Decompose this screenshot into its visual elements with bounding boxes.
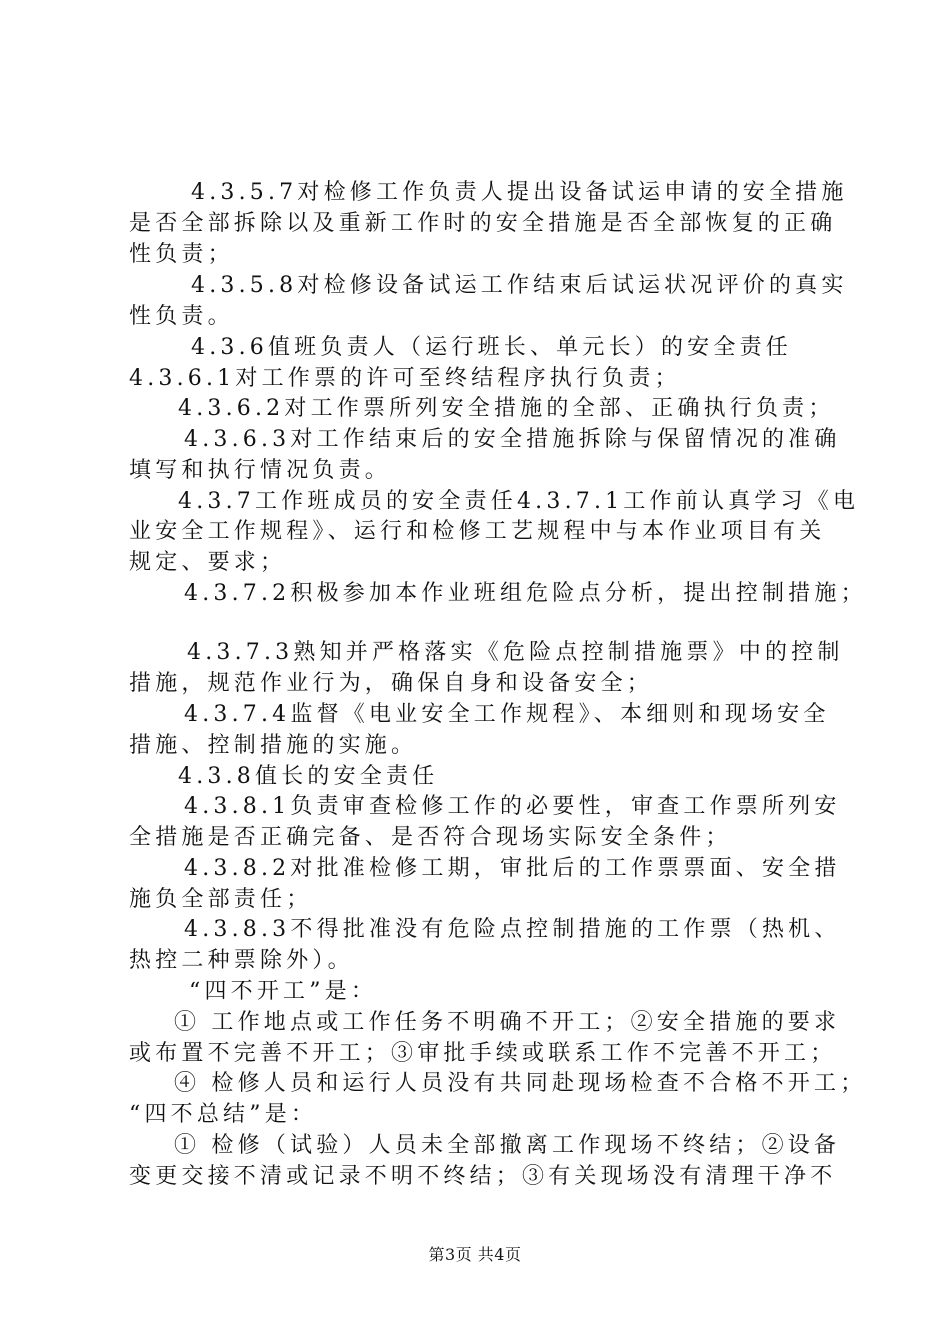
text-line: 性负责。 — [129, 304, 234, 329]
text-line: ④ 检修人员和运行人员没有共同赴现场检查不合格不开工； — [174, 1071, 867, 1096]
text-line: 4.3.8.1负责审查检修工作的必要性，审查工作票所列安 — [184, 794, 841, 819]
text-line: 规定、要求； — [129, 550, 287, 575]
text-line: 施负全部责任； — [129, 887, 313, 912]
text-line: 4.3.7.2积极参加本作业班组危险点分析，提出控制措施； — [184, 581, 867, 606]
text-line: 填写和执行情况负责。 — [129, 458, 392, 483]
text-line: 措施，规范作业行为，确保自身和设备安全； — [129, 671, 654, 696]
section-heading: 4.3.6值班负责人（运行班长、单元长）的安全责任 — [191, 335, 792, 360]
text-line: 4.3.6.1对工作票的许可至终结程序执行负责； — [129, 366, 681, 391]
text-line: 性负责； — [129, 242, 234, 267]
list-heading: “四不开工”是： — [189, 979, 378, 1004]
text-line: 4.3.5.8对检修设备试运工作结束后试运状况评价的真实 — [191, 273, 848, 298]
text-line: 措施、控制措施的实施。 — [129, 733, 418, 758]
text-line: 4.3.7.3熟知并严格落实《危险点控制措施票》中的控制 — [187, 640, 844, 665]
text-line: 4.3.6.3对工作结束后的安全措施拆除与保留情况的准确 — [184, 427, 841, 452]
text-line: 全措施是否正确完备、是否符合现场实际安全条件； — [129, 825, 732, 850]
list-heading: “四不总结”是： — [129, 1102, 318, 1127]
section-heading: 4.3.7工作班成员的安全责任4.3.7.1工作前认真学习《电 — [178, 489, 860, 514]
text-line: 4.3.7.4监督《电业安全工作规程》、本细则和现场安全 — [184, 702, 830, 727]
page-number: 第3页 共4页 — [428, 1245, 522, 1264]
section-heading: 4.3.8值长的安全责任 — [178, 764, 439, 789]
text-line: 业安全工作规程》、运行和检修工艺规程中与本作业项目有关 — [129, 519, 826, 544]
text-line: 4.3.6.2对工作票所列安全措施的全部、正确执行负责； — [178, 396, 835, 421]
text-line: 变更交接不清或记录不明不终结；③有关现场没有清理干净不 — [129, 1164, 837, 1189]
text-line: ① 工作地点或工作任务不明确不开工；②安全措施的要求 — [174, 1010, 841, 1035]
text-line: 4.3.8.2对批准检修工期，审批后的工作票票面、安全措 — [184, 856, 841, 881]
text-line: 或布置不完善不开工；③审批手续或联系工作不完善不开工； — [129, 1041, 837, 1066]
text-line: ① 检修（试验）人员未全部撤离工作现场不终结；②设备 — [174, 1133, 841, 1158]
text-line: 4.3.8.3不得批准没有危险点控制措施的工作票（热机、 — [184, 917, 841, 942]
text-line: 热控二种票除外）。 — [129, 948, 354, 973]
text-line: 4.3.5.7对检修工作负责人提出设备试运申请的安全措施 — [191, 180, 848, 205]
text-line: 是否全部拆除以及重新工作时的安全措施是否全部恢复的正确 — [129, 211, 837, 236]
